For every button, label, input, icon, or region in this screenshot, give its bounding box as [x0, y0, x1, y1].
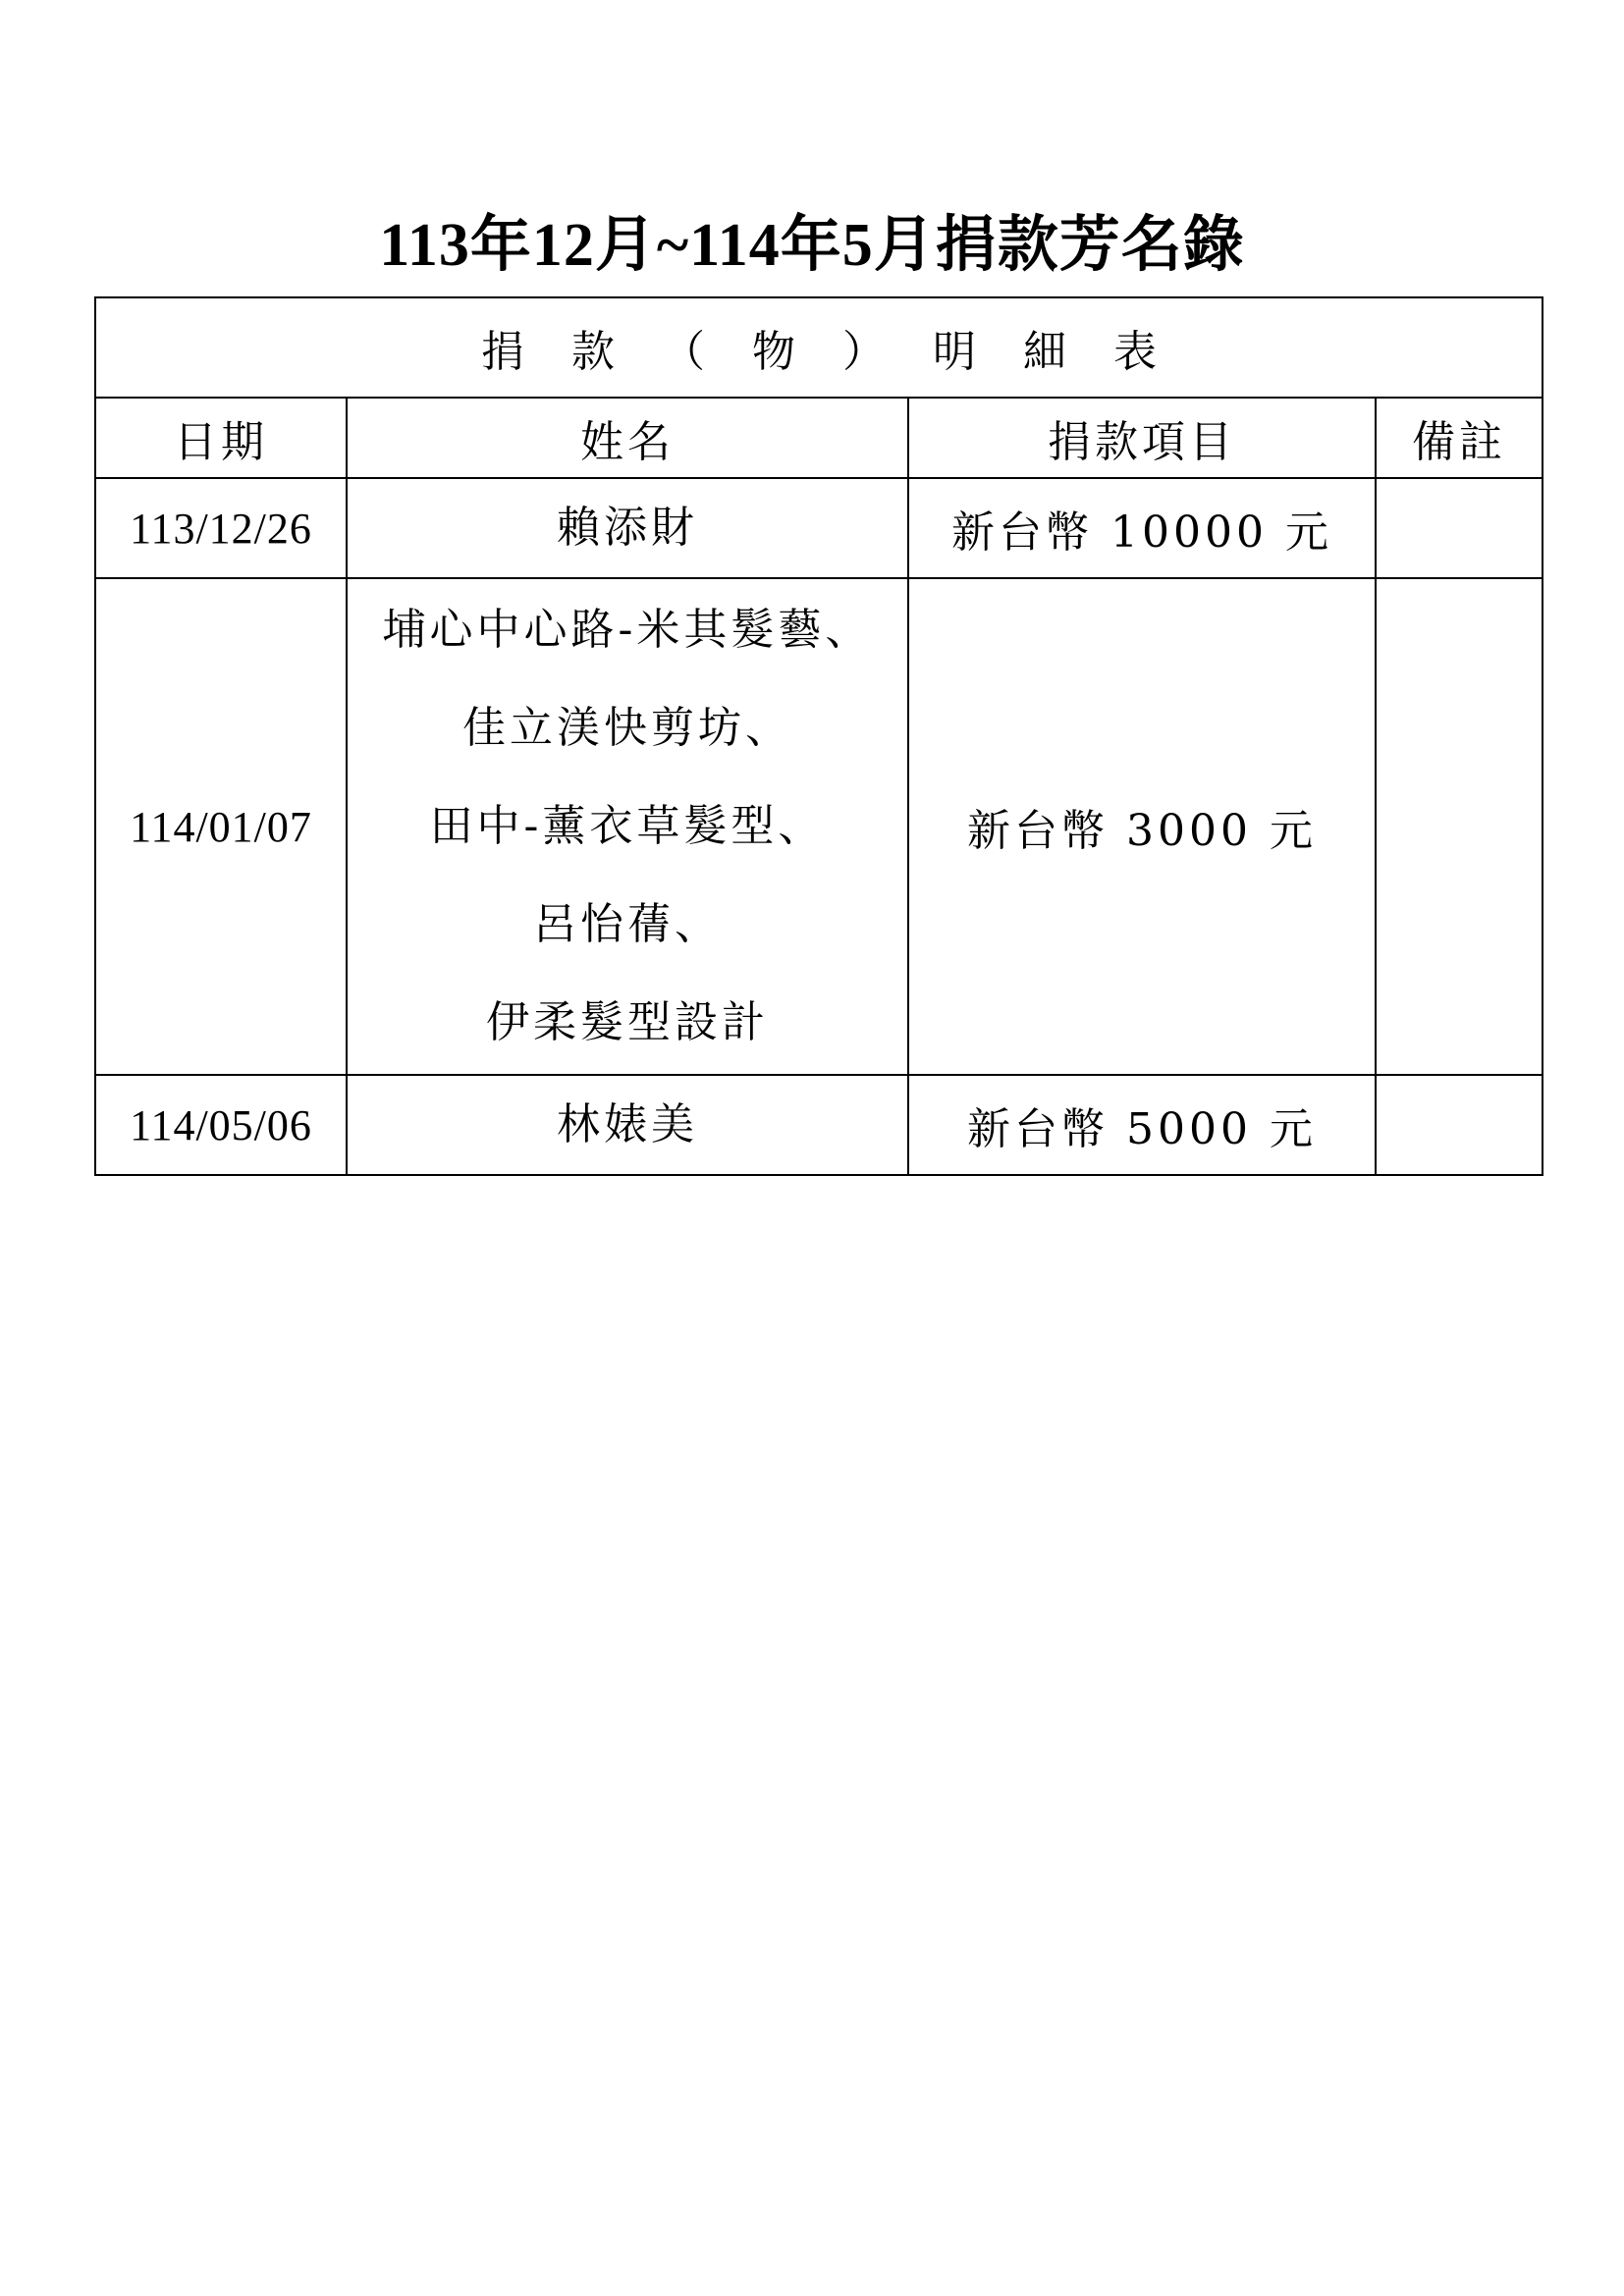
donor-name: 佳立渼快剪坊、 — [462, 703, 792, 753]
table-caption-text: 捐款（物）明細表 — [481, 327, 1204, 377]
donor-name: 伊柔髮型設計 — [486, 997, 769, 1047]
table-header-row — [95, 398, 1543, 478]
amount-cell: 新台幣 10000 元 — [908, 478, 1376, 578]
amount-cell: 新台幣 5000 元 — [908, 1075, 1376, 1175]
table-caption-row — [95, 297, 1543, 398]
donor-name: 田中-薰衣草髮型、 — [429, 801, 826, 851]
amount-cell: 新台幣 3000 元 — [908, 578, 1376, 1075]
table-row — [95, 478, 1543, 578]
name-cell — [347, 478, 908, 578]
note-cell — [1376, 578, 1543, 1075]
name-cell — [347, 578, 908, 1075]
table-row — [95, 578, 1543, 1075]
date-cell: 114/05/06 — [95, 1075, 347, 1175]
donor-name: 呂怡蒨、 — [533, 899, 722, 949]
donor-name: 賴添財 — [557, 503, 698, 553]
table-caption — [95, 297, 1543, 398]
donation-table — [94, 296, 1543, 1176]
donor-name: 林婊美 — [557, 1099, 698, 1149]
note-cell — [1376, 1075, 1543, 1175]
page-title: 113年12月~114年5月捐款芳名錄 — [379, 212, 1245, 279]
date-cell: 113/12/26 — [95, 478, 347, 578]
note-cell — [1376, 478, 1543, 578]
table-row — [95, 1075, 1543, 1175]
donor-name: 埔心中心路-米其髮藝、 — [382, 605, 873, 655]
name-cell — [347, 1075, 908, 1175]
header-name: 姓名 — [347, 398, 908, 478]
header-date: 日期 — [95, 398, 347, 478]
header-item: 捐款項目 — [908, 398, 1376, 478]
header-note: 備註 — [1376, 398, 1543, 478]
date-cell: 114/01/07 — [95, 578, 347, 1075]
